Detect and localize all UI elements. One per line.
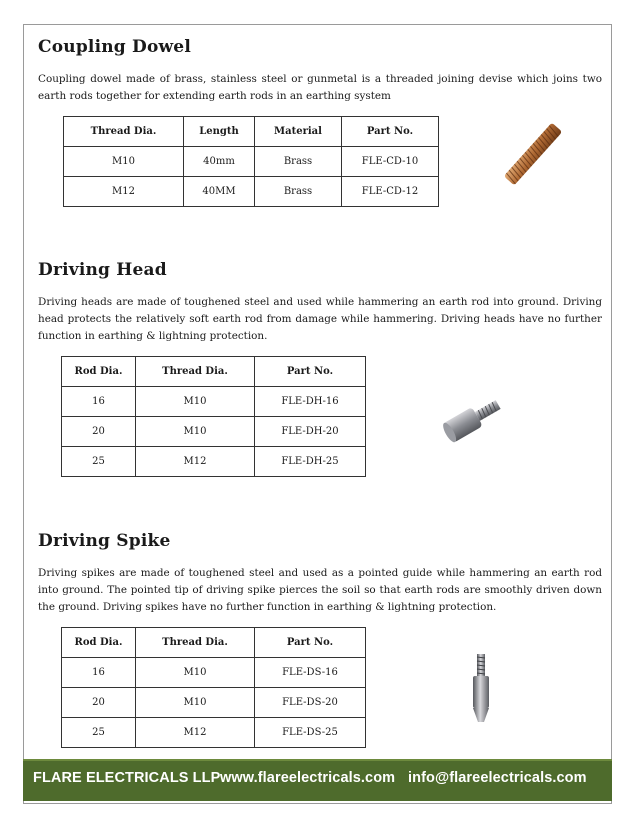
section-description: Driving heads are made of toughened steel and used while hammering an earth rod into ground. Driving head protects the relatively soft earth rod from damage while hammering. Driving heads have no further function in earthing & lightning protection. bbox=[38, 296, 602, 342]
table-header-row bbox=[62, 628, 366, 658]
driving-head-image bbox=[440, 393, 506, 445]
driving-head-table bbox=[61, 356, 366, 477]
footer-website-link[interactable]: www.flareelectricals.com bbox=[220, 770, 396, 786]
table-cell: FLE-CD-12 bbox=[342, 177, 439, 207]
table-header-row bbox=[62, 357, 366, 387]
table-row bbox=[62, 688, 366, 718]
table-cell: FLE-DS-16 bbox=[255, 658, 366, 688]
table-cell: FLE-DS-25 bbox=[255, 718, 366, 748]
table-cell: 20 bbox=[62, 688, 136, 718]
coupling-dowel-table bbox=[63, 116, 439, 207]
table-header: Thread Dia. bbox=[136, 357, 255, 387]
table-row bbox=[62, 658, 366, 688]
table-cell: Brass bbox=[255, 147, 342, 177]
table-header: Part No. bbox=[255, 357, 366, 387]
table-header: Rod Dia. bbox=[62, 628, 136, 658]
table-cell: FLE-DH-25 bbox=[255, 447, 366, 477]
table-row bbox=[64, 177, 439, 207]
table-cell: 20 bbox=[62, 417, 136, 447]
table-cell: M12 bbox=[136, 447, 255, 477]
table-cell: Brass bbox=[255, 177, 342, 207]
section-coupling-dowel bbox=[38, 37, 602, 105]
driving-spike-image bbox=[466, 652, 496, 724]
table-cell: FLE-DS-20 bbox=[255, 688, 366, 718]
table-cell: 40MM bbox=[184, 177, 255, 207]
driving-spike-table bbox=[61, 627, 366, 748]
table-header: Thread Dia. bbox=[136, 628, 255, 658]
coupling-dowel-image bbox=[495, 118, 571, 190]
section-title: Driving Spike bbox=[38, 531, 171, 551]
section-title: Coupling Dowel bbox=[38, 37, 191, 57]
table-cell: M10 bbox=[64, 147, 184, 177]
section-driving-head bbox=[38, 260, 602, 345]
table-cell: M10 bbox=[136, 387, 255, 417]
footer-email-link[interactable]: info@flareelectricals.com bbox=[408, 770, 587, 786]
table-header: Part No. bbox=[342, 117, 439, 147]
footer-company: FLARE ELECTRICALS LLP bbox=[33, 770, 221, 786]
table-cell: 16 bbox=[62, 658, 136, 688]
section-description: Driving spikes are made of toughened steel and used as a pointed guide while hammering an earth rod into ground. The pointed tip of driving spike pierces the soil so that earth rods are smoothly driven down the ground. Driving spikes have no further function in earthing & lightning protection. bbox=[38, 567, 602, 613]
table-cell: 16 bbox=[62, 387, 136, 417]
table-header: Part No. bbox=[255, 628, 366, 658]
section-title: Driving Head bbox=[38, 260, 167, 280]
section-description: Coupling dowel made of brass, stainless steel or gunmetal is a threaded joining devise which joins two earth rods together for extending earth rods in an earthing system bbox=[38, 73, 602, 102]
table-cell: M10 bbox=[136, 658, 255, 688]
table-cell: M10 bbox=[136, 417, 255, 447]
table-cell: M12 bbox=[64, 177, 184, 207]
table-header-row bbox=[64, 117, 439, 147]
table-row bbox=[62, 447, 366, 477]
table-cell: FLE-DH-16 bbox=[255, 387, 366, 417]
table-header: Length bbox=[184, 117, 255, 147]
table-cell: M10 bbox=[136, 688, 255, 718]
table-row bbox=[62, 417, 366, 447]
table-row bbox=[62, 387, 366, 417]
footer-bar bbox=[23, 759, 612, 801]
table-cell: FLE-DH-20 bbox=[255, 417, 366, 447]
table-cell: 40mm bbox=[184, 147, 255, 177]
table-header: Rod Dia. bbox=[62, 357, 136, 387]
table-cell: 25 bbox=[62, 718, 136, 748]
table-row bbox=[64, 147, 439, 177]
section-driving-spike bbox=[38, 531, 602, 616]
table-cell: M12 bbox=[136, 718, 255, 748]
table-header: Thread Dia. bbox=[64, 117, 184, 147]
table-cell: FLE-CD-10 bbox=[342, 147, 439, 177]
table-cell: 25 bbox=[62, 447, 136, 477]
table-row bbox=[62, 718, 366, 748]
table-header: Material bbox=[255, 117, 342, 147]
